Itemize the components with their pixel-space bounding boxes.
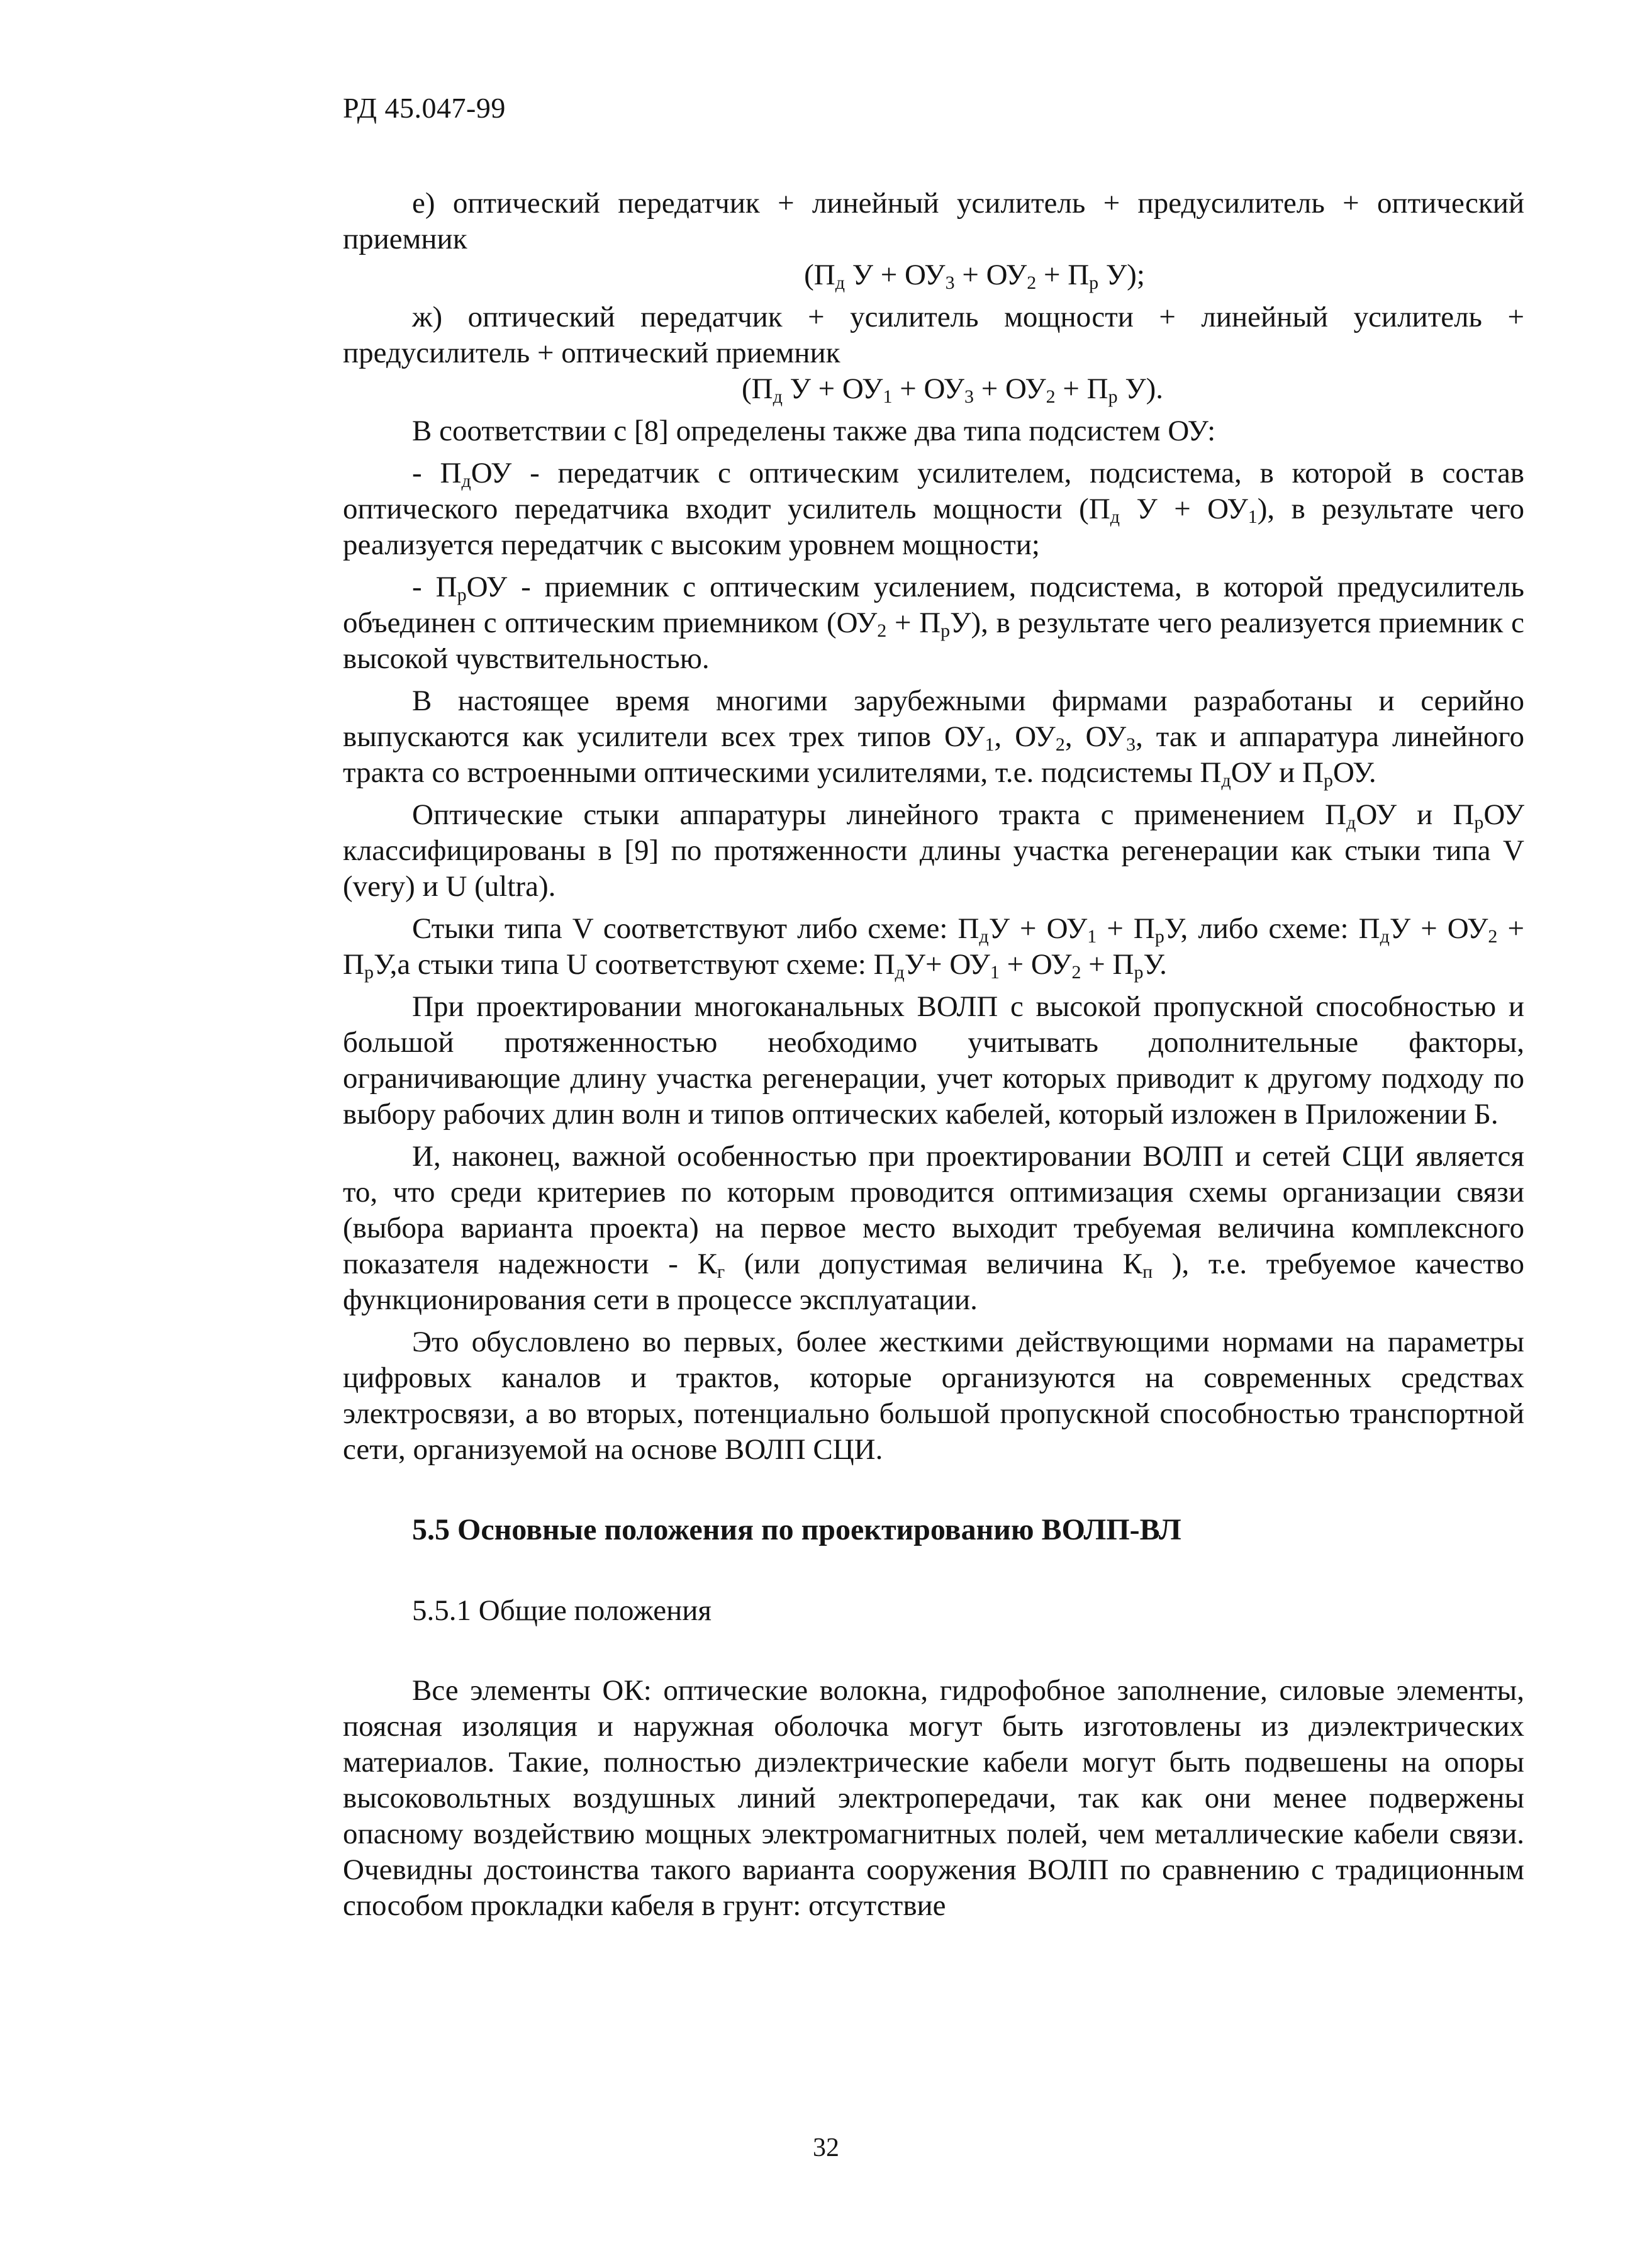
- paragraph: Все элементы ОК: оптические волокна, гидрофобное заполнение, силовые элементы, поясная изоляция и наружная оболочка могут быть изготовлены из диэлектрических материалов. Такие, полностью диэлектрические кабели могут быть подвешены на опоры высоковольтных воздушных линий электропередачи, так как они менее подвержены опасному воздействию мощных электромагнитных полей, чем металлические кабели связи. Очевидны достоинства такого варианта сооружения ВОЛП по сравнению с традиционным способом прокладки кабеля в грунт: отсутствие: [343, 1674, 1524, 1922]
- paragraph: Стыки типа V соответствуют либо схеме: $П_дУ + ОУ_1 + П_рУ$, либо схеме: $П_дУ + ОУ_2 + П_рУ,а$ стыки типа U соответствуют схеме: $П_дУ+ ОУ_1 + ОУ_2 + П_рУ$.: [343, 912, 1524, 983]
- paragraph: При проектировании многоканальных ВОЛП с высокой пропускной способностью и большой протяженностью необходимо учитывать дополнительные факторы, ограничивающие длину участка регенерации, учет которых приводит к другому подходу по выбору рабочих длин волн и типов оптических кабелей, который изложен в Приложении Б.: [343, 990, 1524, 1131]
- list-item-zh: ж) оптический передатчик + усилитель мощности + линейный усилитель + предусилитель + оптический приемник: [343, 301, 1524, 369]
- spacer: [343, 1629, 1524, 1673]
- formula-e: ($П_д$ $У + ОУ_3 + ОУ_2 + П_р$ У);: [804, 259, 1145, 293]
- paragraph: Это обусловлено во первых, более жесткими действующими нормами на параметры цифровых каналов и трактов, которые организуются на современных средствах электросвязи, а во вторых, потенциально большой пропускной способностью транспортной сети, организуемой на основе ВОЛП СЦИ.: [343, 1326, 1524, 1466]
- paragraph: - $П_рОУ$ - приемник с оптическим усилением, подсистема, в которой предусилитель объединен с оптическим приемником $(ОУ_2 + П_рУ)$, в результате чего реализуется приемник с высокой чувствительностью.: [343, 571, 1524, 675]
- formula-zh: ($П_д$ $У + ОУ_1 + ОУ_3 + ОУ_2 + П_р$ У).: [741, 372, 1164, 407]
- section-heading: 5.5 Основные положения по проектированию ВОЛП-ВЛ: [412, 1513, 1181, 1546]
- paragraph: - $П_дОУ$ - передатчик с оптическим усилителем, подсистема, в которой в состав оптического передатчика входит усилитель мощности ($П_д$ $У + ОУ_1$), в результате чего реализуется передатчик с высоким уровнем мощности;: [343, 457, 1524, 561]
- document-code: РД 45.047-99: [343, 92, 506, 124]
- document-body: [343, 186, 1524, 1930]
- paragraph: Оптические стыки аппаратуры линейного тракта с применением $П_дОУ$ и $П_рОУ$ классифицированы в [9] по протяженности длины участка регенерации как стыки типа V (very) и U (ultra).: [343, 798, 1524, 903]
- paragraph: В соответствии с [8] определены также два типа подсистем ОУ:: [412, 415, 1216, 447]
- subsection-heading: 5.5.1 Общие положения: [412, 1594, 712, 1627]
- list-item-e: е) оптический передатчик + линейный усилитель + предусилитель + оптический приемник: [343, 187, 1524, 255]
- page-number: 32: [813, 2133, 839, 2162]
- paragraph: И, наконец, важной особенностью при проектировании ВОЛП и сетей СЦИ является то, что среди критериев по которым проводится оптимизация схемы организации связи (выбора варианта проекта) на первое место выходит требуемая величина комплексного показателя надежности - $К_г$ (или допустимая величина $К_п$ ), т.е. требуемое качество функционирования сети в процессе эксплуатации.: [343, 1140, 1524, 1316]
- paragraph: В настоящее время многими зарубежными фирмами разработаны и серийно выпускаются как усилители всех трех типов $ОУ_1$, $ОУ_2$, $ОУ_3$, так и аппаратура линейного тракта со встроенными оптическими усилителями, т.е. подсистемы $П_дОУ$ и $П_рОУ$.: [343, 684, 1524, 791]
